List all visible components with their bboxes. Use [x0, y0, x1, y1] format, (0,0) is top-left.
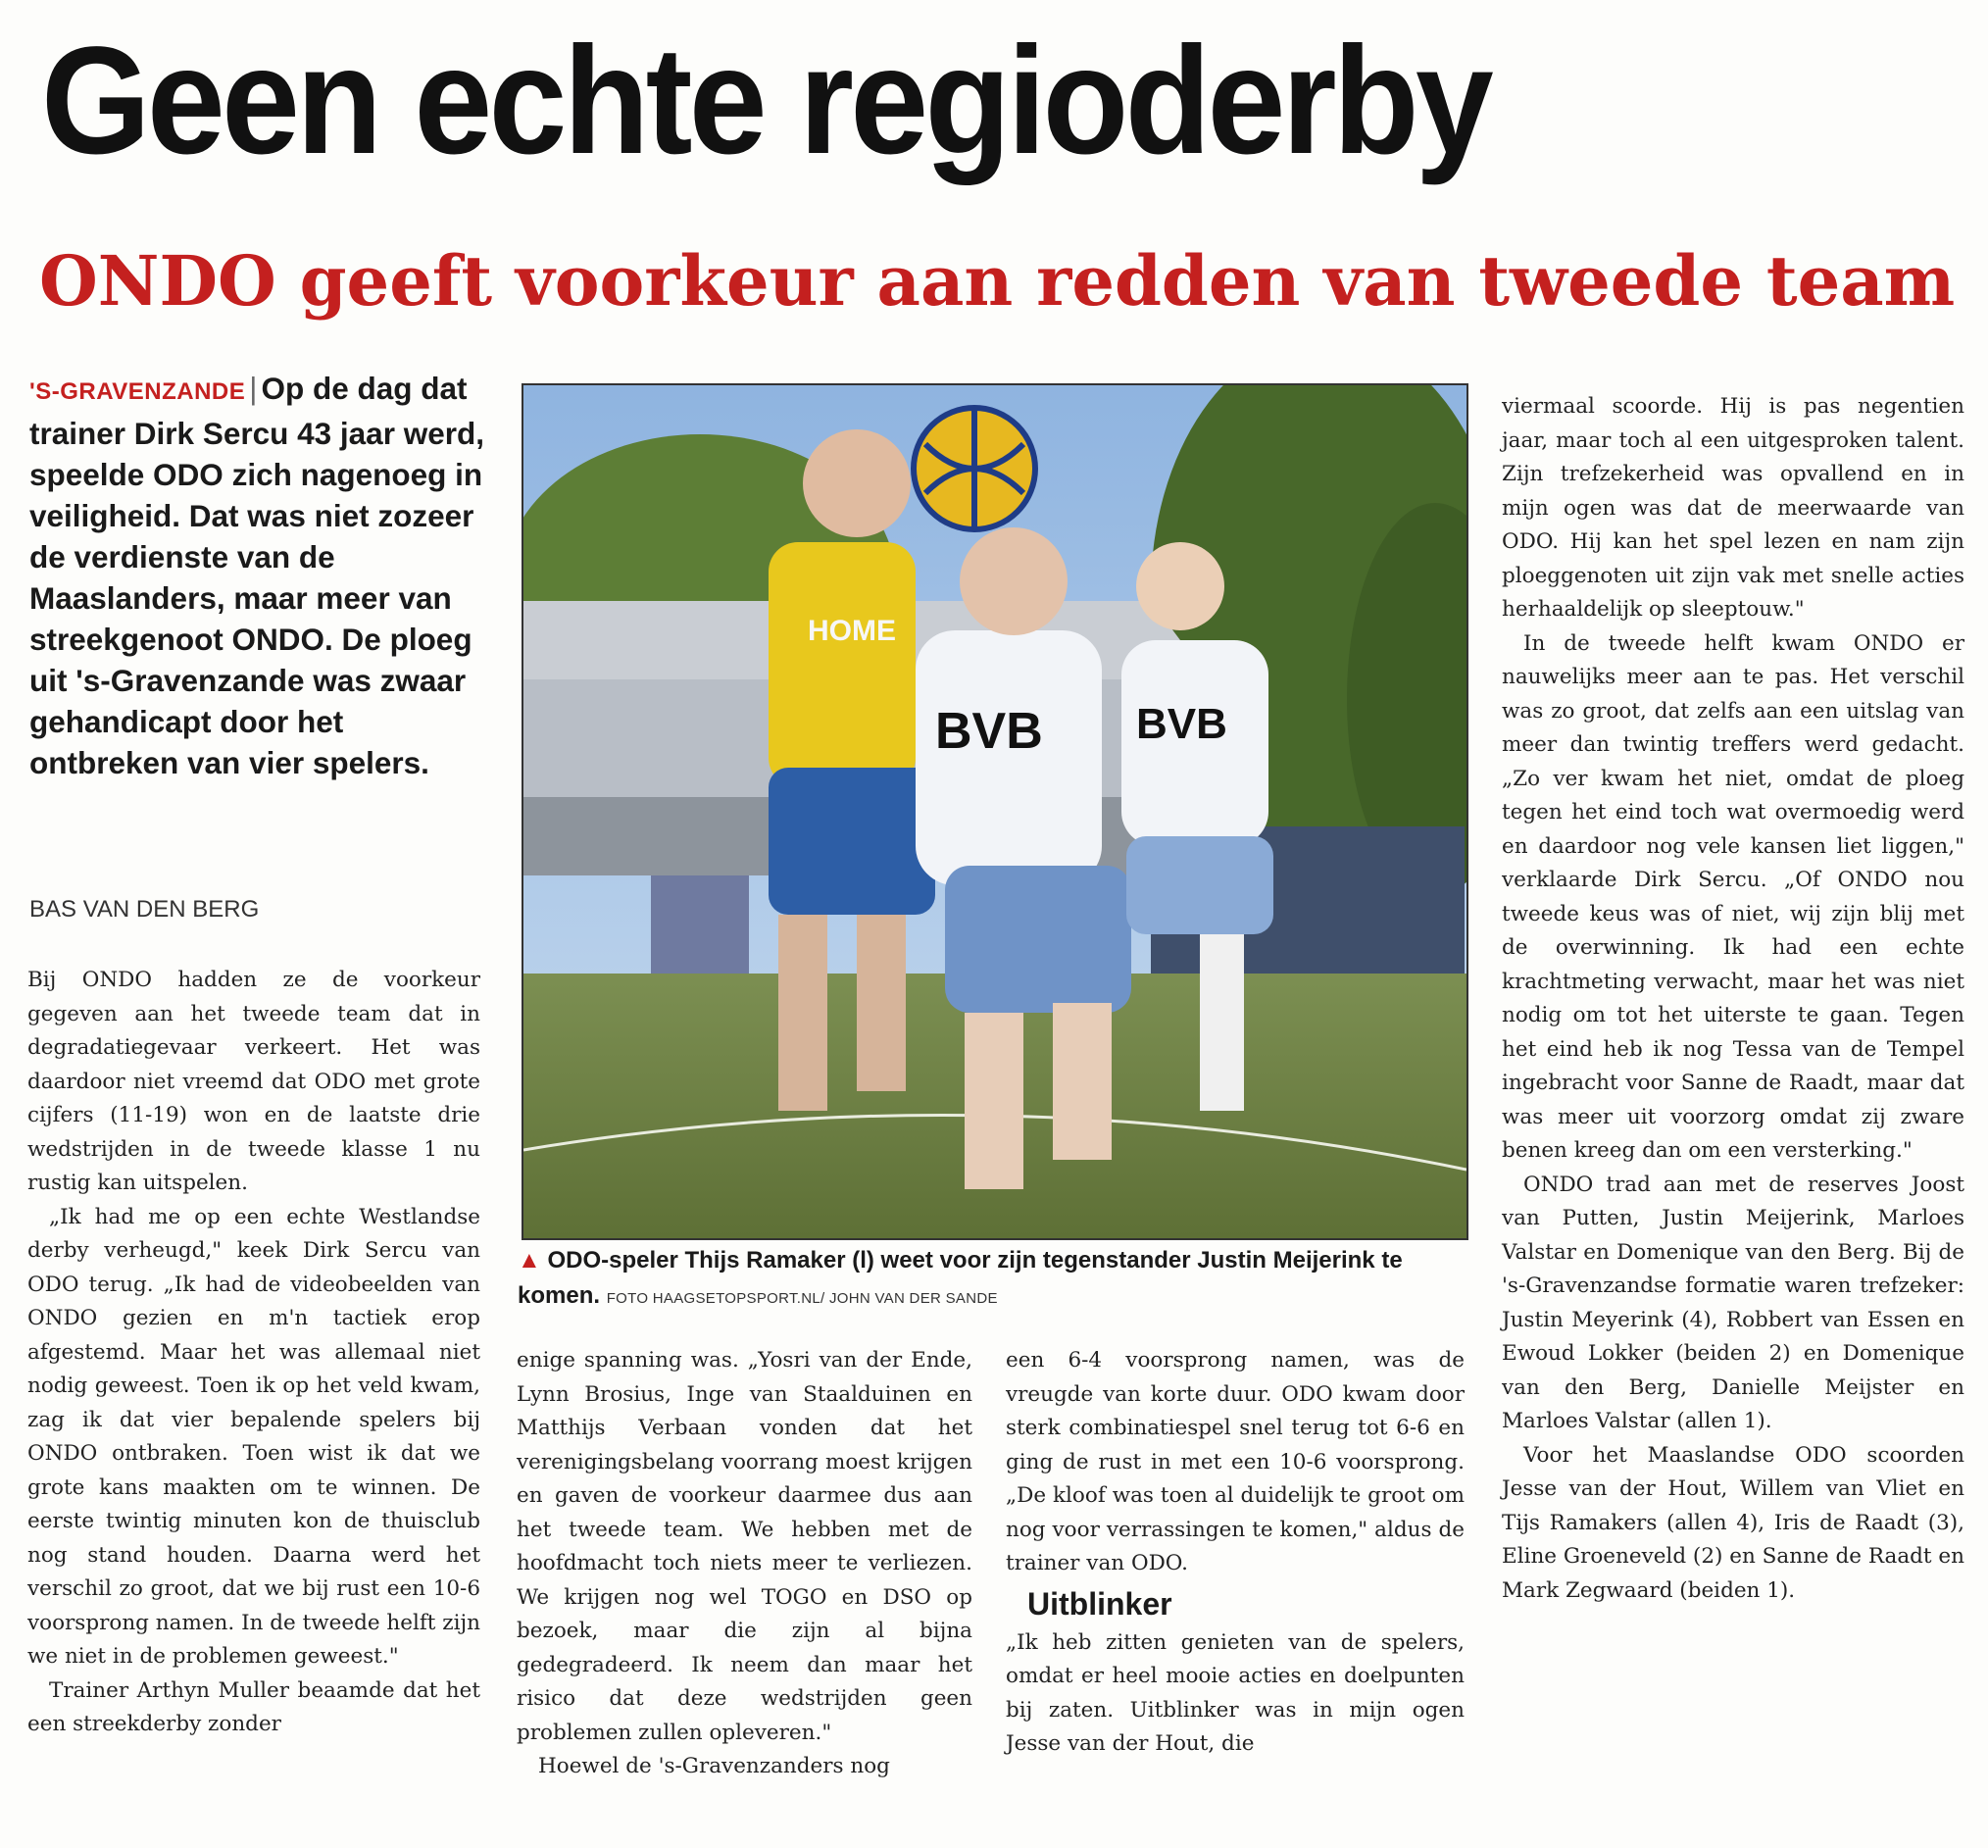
article-photo: [522, 383, 1468, 1240]
paragraph: Trainer Arthyn Muller beaamde dat het een streekderby zonder: [27, 1677, 480, 1736]
photo-credit: FOTO HAAGSETOPSPORT.NL/ JOHN VAN DER SANDE: [606, 1290, 998, 1307]
subheadline: ONDO geeft voorkeur aan redden van tweede team: [39, 240, 1956, 322]
body-column-3: [1006, 1344, 1465, 1762]
paragraph: Voor het Maaslandse ODO scoorden Jesse van der Hout, Willem van Vliet en Tijs Ramakers (allen 4), Iris de Raadt (3), Eline Groeneveld (2) en Sanne de Raadt en Mark Zegwaard (beiden 1).: [1502, 1442, 1964, 1603]
photo-caption: [518, 1243, 1468, 1317]
paragraph: „Ik had me op een echte Westlandse derby verheugd," keek Dirk Sercu van ODO terug. „Ik had de videobeelden van ONDO gezien en m'n tactiek erop afgestemd. Maar het was allemaal niet nodig geweest. Toen ik op het veld kwam, zag ik dat vier bepalende spelers bij ONDO ontbraken. Toen wist ik dat we grote kans maakten om te winnen. De eerste twintig minuten kon de thuisclub nog stand houden. Daarna werd het verschil zo groot, dat we bij rust een 10-6 voorsprong namen. In de tweede helft zijn we niet in de problemen geweest.": [27, 1204, 480, 1669]
lead-paragraph: [29, 368, 500, 783]
headline: Geen echte regioderby: [41, 16, 1491, 186]
paragraph: In de tweede helft kwam ONDO er nauwelijks meer aan te pas. Het verschil was zo groot, dat zelfs aan een uitslag van meer dan twintig treffers werd gedacht. „Zo ver kwam het niet, omdat de ploeg tegen het eind toch wat overmoedig werd en daardoor nog vele kansen liet liggen," verklaarde Dirk Sercu. „Of ONDO nou tweede keus was of niet, wij zijn blij met de overwinning. Ik had een echte krachtmeting verwacht, maar het was niet nodig om tot het uiterste te gaan. Tegen het eind heb ik nog Tessa van de Tempel ingebracht voor Sanne de Raadt, maar dat was meer uit voorzorg omdat zij zware benen kreeg dan om een versterking.": [1502, 630, 1964, 1163]
paragraph: „Ik heb zitten genieten van de spelers, omdat er heel mooie acties en doelpunten bij zaten. Uitblinker was in mijn ogen Jesse van der Hout, die: [1006, 1629, 1465, 1756]
paragraph: Hoewel de 's-Gravenzanders nog: [538, 1754, 890, 1778]
white-shirt-text-2: BVB: [1136, 700, 1227, 748]
caption-marker-icon: ▲: [518, 1247, 541, 1274]
byline: BAS VAN DEN BERG: [29, 896, 260, 923]
body-column-4: [1502, 390, 1964, 1608]
paragraph: een 6-4 voorsprong namen, was de vreugde van korte duur. ODO kwam door sterk combinatiespel snel terug tot 6-6 en ging de rust in met een 10-6 voorsprong. „De kloof was toen al duidelijk te groot om nog voor verrassingen te komen," aldus de trainer van ODO.: [1006, 1348, 1465, 1575]
paragraph: enige spanning was. „Yosri van der Ende, Lynn Brosius, Inge van Staalduinen en Matthijs Verbaan vonden dat het verenigingsbelang voorrang moest krijgen en gaven de voorkeur daarmee dus aan het tweede team. We hebben met de hoofdmacht toch niets meer te verliezen. We krijgen nog wel TOGO en DSO op bezoek, maar die zijn al bijna gedegradeerd. Ik neem dan maar het risico dat deze wedstrijden geen problemen zullen opleveren.": [517, 1348, 972, 1745]
body-column-2: [517, 1344, 972, 1784]
lead-text: Op de dag dat trainer Dirk Sercu 43 jaar werd, speelde ODO zich nagenoeg in veiligheid. Dat was niet zozeer de verdienste van de Maaslanders, maar meer van streekgenoot ONDO. De ploeg uit 's-Gravenzande was zwaar gehandicapt door het ontbreken van vier spelers.: [29, 371, 484, 780]
white-shirt-text-1: BVB: [935, 703, 1043, 760]
caption-text: ODO-speler Thijs Ramaker (l) weet voor zijn tegenstander Justin Meijerink te komen.: [518, 1247, 1403, 1309]
yellow-shirt-text: HOME: [808, 615, 896, 647]
dateline: 'S-GRAVENZANDE: [29, 378, 246, 405]
dateline-separator: |: [249, 371, 258, 406]
body-column-1: [27, 964, 480, 1742]
paragraph: ONDO trad aan met de reserves Joost van Putten, Justin Meijerink, Marloes Valstar en Domenique van den Berg. Bij de 's-Gravenzandse formatie waren trefzeker: Justin Meyerink (4), Robbert van Essen en Ewoud Lokker (beiden 2) en Domenique van den Berg, Danielle Meijster en Marloes Valstar (allen 1).: [1502, 1172, 1964, 1433]
paragraph: Bij ONDO hadden ze de voorkeur gegeven aan het tweede team dat in degradatiegevaar verkeert. Het was daardoor niet vreemd dat ODO met grote cijfers (11-19) won en de laatste drie wedstrijden in de tweede klasse 1 nu rustig kan uitspelen.: [27, 968, 480, 1195]
section-subheading: Uitblinker: [1027, 1585, 1172, 1622]
paragraph: viermaal scoorde. Hij is pas negentien jaar, maar toch al een uitgesproken talent. Zijn trefzekerheid was opvallend en in mijn ogen was dat de meerwaarde van ODO. Hij kan het spel lezen en nam zijn ploeggenoten uit zijn vak met snelle acties herhaaldelijk op sleeptouw.": [1502, 394, 1964, 622]
